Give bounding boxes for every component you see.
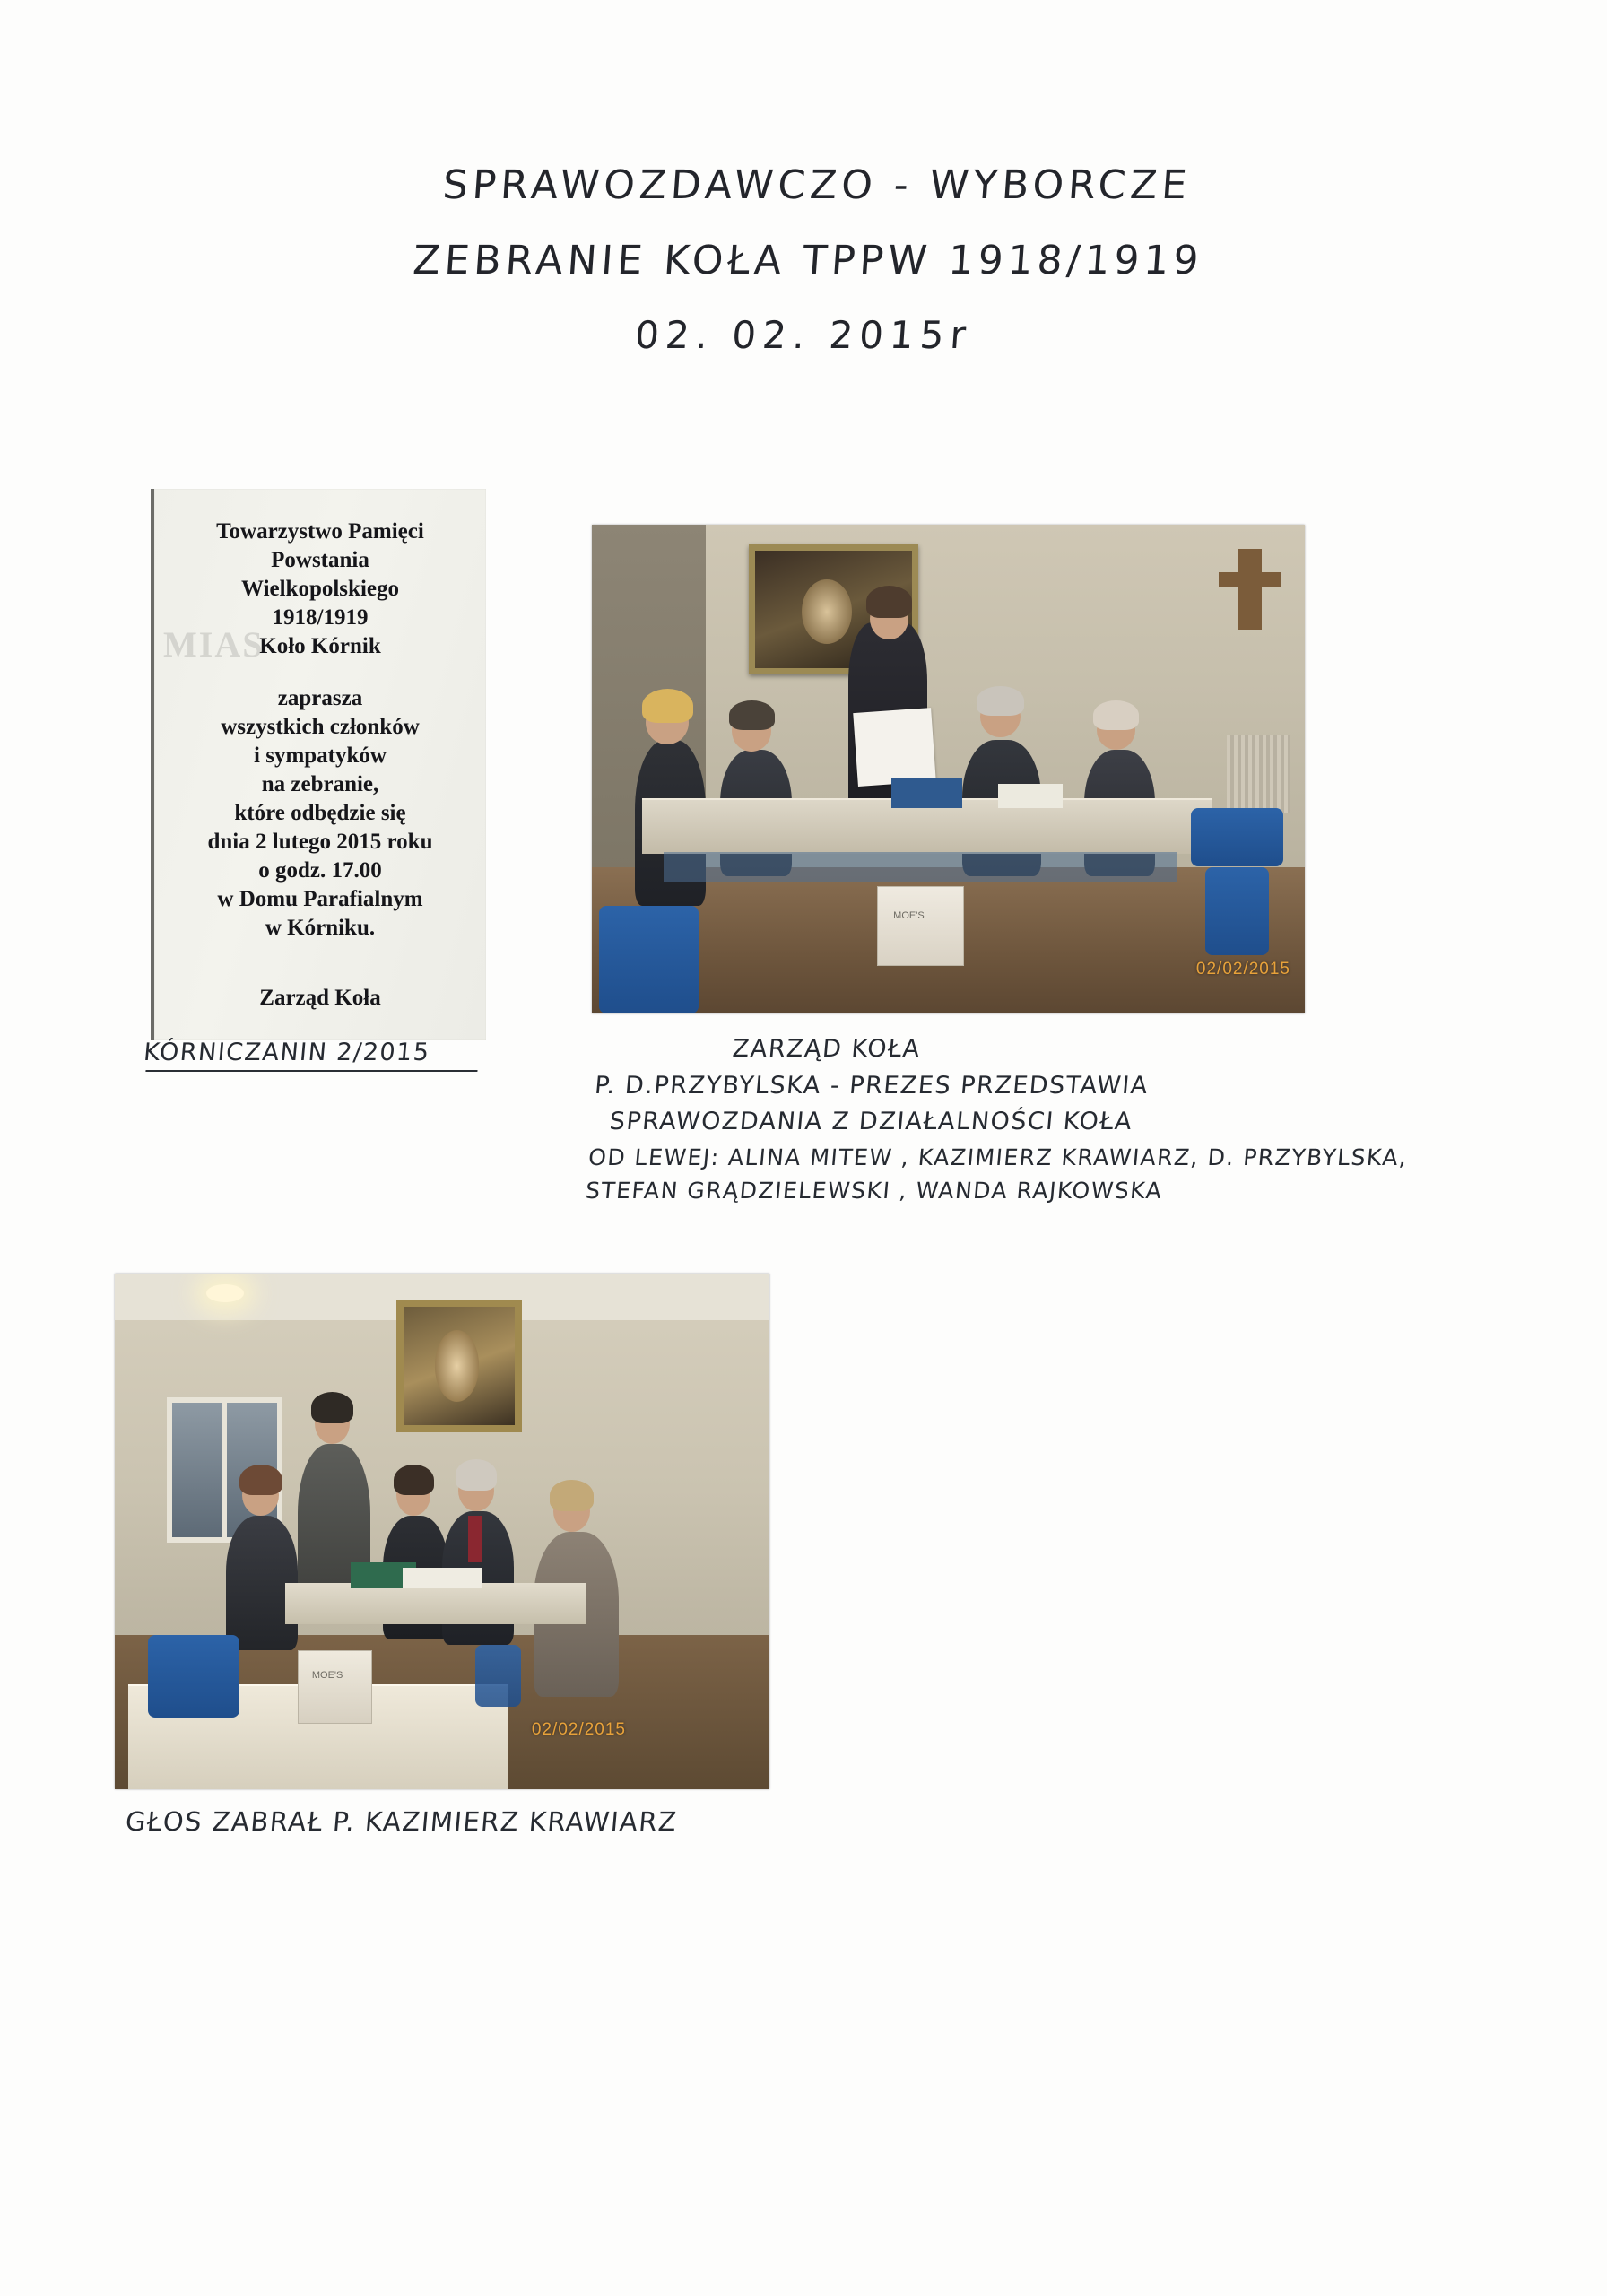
photo1-caption-line-4: OD LEWEJ: ALINA MITEW , KAZIMIERZ KRAWIARZ, D. PRZYBYLSKA, [587, 1144, 1409, 1170]
necktie [468, 1516, 482, 1562]
papers-stack [403, 1568, 482, 1588]
chair-left [148, 1635, 239, 1718]
photo-board-meeting [592, 525, 1305, 1013]
binder-stack [891, 778, 963, 808]
newspaper-clipping [151, 489, 486, 1040]
photo1-date-stamp: 02/02/2015 [1195, 960, 1290, 978]
clipping-invite-5: które odbędzie się [234, 801, 406, 825]
caption-underline [145, 1070, 477, 1072]
papers-stack [998, 784, 1063, 808]
speaker-hair [311, 1392, 353, 1423]
photo1-caption [584, 1031, 1568, 1208]
photo2-date-stamp: 02/02/2015 [531, 1720, 626, 1739]
chair-right-seat [1205, 867, 1270, 955]
clipping-invite-4: na zebranie, [261, 772, 379, 796]
photo-speaker-krawiarz [115, 1274, 769, 1789]
clipping-source-caption [142, 1039, 521, 1072]
person-hair-2 [394, 1465, 434, 1496]
person-hair-4 [1093, 700, 1139, 730]
speaker-paper [853, 708, 936, 787]
person-hair-3 [977, 686, 1023, 716]
shopping-bag-label: MOE'S [893, 910, 925, 922]
meeting-table [285, 1583, 586, 1624]
shopping-bag-label: MOE'S [311, 1669, 343, 1681]
chair-right [475, 1645, 521, 1707]
title-line-3: 02. 02. 2015r [633, 313, 974, 357]
photo2-caption [124, 1803, 934, 1842]
crucifix-icon [1238, 549, 1262, 630]
chair-left-foreground [599, 906, 699, 1013]
clipping-source-text: KÓRNICZANIN 2/2015 [142, 1039, 431, 1066]
radiator [1227, 735, 1291, 813]
title-line-2: ZEBRANIE KOŁA TPPW 1918/1919 [411, 238, 1205, 283]
chair-right [1191, 808, 1283, 866]
shopping-bag [298, 1650, 371, 1725]
person-hair-4 [550, 1480, 593, 1511]
page-title [0, 162, 1607, 390]
photo1-caption-line-5: STEFAN GRĄDZIELEWSKI , WANDA RAJKOWSKA [584, 1178, 1164, 1204]
photo1-caption-line-1: ZARZĄD KOŁA [731, 1035, 922, 1063]
title-line-1: SPRAWOZDAWCZO - WYBORCZE [441, 162, 1193, 208]
clipping-invite-3: i sympatyków [254, 744, 387, 768]
clipping-branch: Koło Kórnik [259, 634, 381, 658]
person-hair-2 [729, 700, 775, 730]
clipping-invite-2: wszystkich członków [221, 715, 420, 739]
table-skirt [664, 852, 1177, 882]
clipping-org-line-3: Wielkopolskiego [241, 577, 399, 601]
shopping-bag [877, 886, 964, 966]
clipping-text [154, 489, 486, 1031]
clipping-org-line-1: Towarzystwo Pamięci [216, 519, 424, 544]
clipping-invite-9: w Kórniku. [265, 916, 376, 940]
clipping-signature: Zarząd Koła [259, 986, 381, 1010]
photo1-scene [592, 525, 1305, 1013]
clipping-invite-1: zaprasza [277, 686, 363, 710]
photo2-scene [115, 1274, 769, 1789]
person-hair-1 [642, 689, 693, 723]
clipping-org-line-2: Powstania [271, 548, 369, 572]
photo1-caption-line-3: SPRAWOZDANIA Z DZIAŁALNOŚCI KOŁA [608, 1108, 1134, 1135]
photo2-caption-line-1: GŁOS ZABRAŁ P. KAZIMIERZ KRAWIARZ [124, 1806, 679, 1837]
speaker-hair [866, 586, 912, 617]
clipping-invite-7: o godz. 17.00 [258, 858, 382, 883]
ceiling-lamp-icon [206, 1284, 244, 1302]
person-hair-1 [239, 1465, 282, 1496]
clipping-ghost-text: MIAS [163, 624, 265, 665]
person-hair-3 [456, 1459, 498, 1491]
clipping-invite-6: dnia 2 lutego 2015 roku [207, 830, 433, 854]
clipping-years: 1918/1919 [272, 605, 369, 630]
painting-icon [396, 1300, 522, 1432]
clipping-invite-8: w Domu Parafialnym [217, 887, 423, 911]
photo1-caption-line-2: P. D.PRZYBYLSKA - PREZES PRZEDSTAWIA [593, 1071, 1151, 1100]
